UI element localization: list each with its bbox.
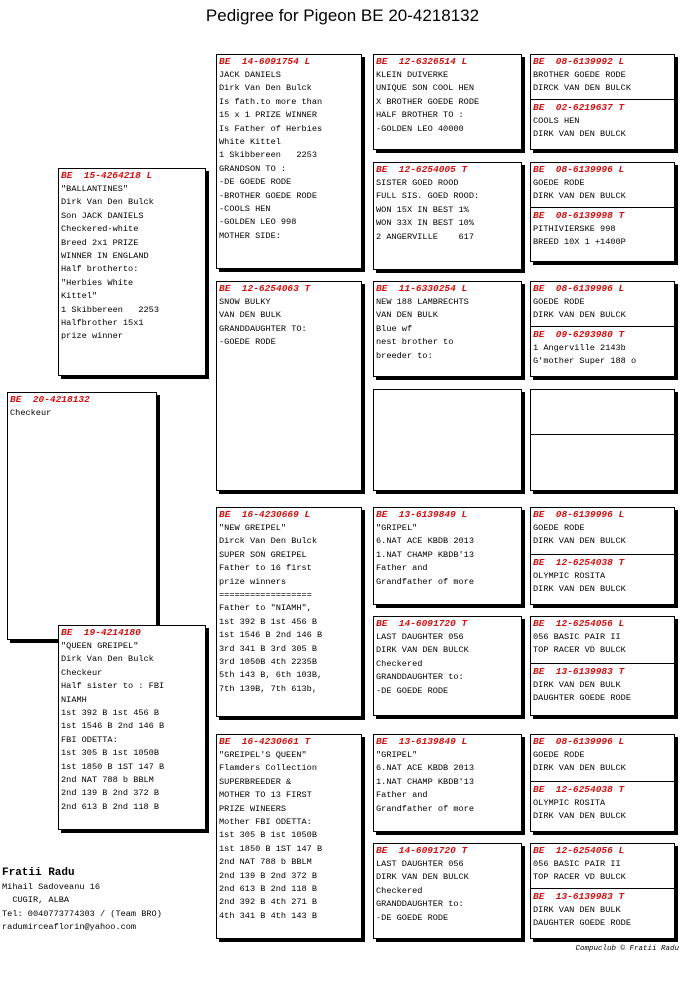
divider: [531, 888, 674, 889]
pigeon-sire-sire[interactable]: [216, 54, 362, 269]
pigeon-notes: GOEDE RODE DIRK VAN DEN BULCK: [533, 178, 626, 202]
pigeon-notes: JACK DANIELS Dirk Van Den Bulck Is fath.to more than 15 x 1 PRIZE WINNER Is Father of Herbies White Kittel 1 Skibbereen 2253 GRANDSON TO : -DE GOEDE RODE -BROTHER GOEDE RODE -COOLS HEN -GOLDEN LEO 998 MOTHER SIDE:: [219, 70, 323, 241]
pigeon-ddd[interactable]: [373, 843, 522, 939]
ring-number: BE 08-6139996 L: [533, 736, 625, 747]
ring-number: BE 08-6139998 T: [533, 210, 625, 221]
pigeon-notes: GOEDE RODE DIRK VAN DEN BULCK: [533, 523, 626, 547]
pigeon-notes: KLEIN DUIVERKE UNIQUE SON COOL HEN X BROTHER GOEDE RODE HALF BROTHER TO : -GOLDEN LEO 40000: [376, 70, 480, 134]
pigeon-notes: "QUEEN GREIPEL" Dirk Van Den Bulck Checkeur Half sister to : FBI NIAMH 1st 392 B 1st 456 B 1st 1546 B 2nd 146 B FBI ODETTA: 1st 305 B 1st 1050B 1st 1850 B 1ST 147 B 2nd NAT 788 b BBLM 2nd 139 B 2nd 372 B 2nd 613 B 2nd 118 B: [61, 641, 165, 812]
pigeon-notes: 056 BASIC PAIR II TOP RACER VD BULCK: [533, 859, 626, 883]
pigeon-notes: SISTER GOED ROOD FULL SIS. GOED ROOD: WON 15X IN BEST 1% WON 33X IN BEST 10% 2 ANGERVILLE 617: [376, 178, 480, 242]
ring-number: BE 12-6254038 T: [533, 557, 625, 568]
pigeon-sire-dam[interactable]: [216, 281, 362, 491]
ring-number: BE 14-6091720 T: [376, 618, 468, 629]
pigeon-notes: "GRIPEL" 6.NAT ACE KBDB 2013 1.NAT CHAMP KBDB'13 Father and Grandfather of more: [376, 523, 474, 587]
ring-number: BE 08-6139996 L: [533, 164, 625, 175]
pigeon-sds[interactable]: [373, 281, 522, 377]
ring-number: BE 13-6139849 L: [376, 509, 468, 520]
pigeon-notes: PITHIVIERSKE 998 BREED 10X 1 +1400P: [533, 224, 626, 248]
ring-number: BE 15-4264218 L: [61, 170, 153, 181]
pigeon-notes: BROTHER GOEDE RODE DIRCK VAN DEN BULCK: [533, 70, 631, 94]
divider: [531, 663, 674, 664]
divider: [531, 99, 674, 100]
pigeon-notes: 056 BASIC PAIR II TOP RACER VD BULCK: [533, 632, 626, 656]
ring-number: BE 08-6139996 L: [533, 283, 625, 294]
footer-credit: Compuclub © Fratii Radu: [575, 945, 679, 953]
breeder-name: Fratii Radu: [2, 867, 75, 879]
ring-number: BE 14-6091720 T: [376, 845, 468, 856]
pigeon-notes: "GRIPEL" 6.NAT ACE KBDB 2013 1.NAT CHAMP KBDB'13 Father and Grandfather of more: [376, 750, 474, 814]
pigeon-pair-b[interactable]: [530, 162, 675, 262]
divider: [531, 781, 674, 782]
divider: [531, 554, 674, 555]
pigeon-notes: Checkeur: [10, 408, 52, 418]
pigeon-dam-dam[interactable]: [216, 734, 362, 939]
pigeon-pair-h[interactable]: [530, 843, 675, 939]
pigeon-notes: GOEDE RODE DIRK VAN DEN BULCK: [533, 297, 626, 321]
breeder-contact: Mihail Sadoveanu 16 CUGIR, ALBA Tel: 0040773774303 / (Team BRO) radumirceaflorin@yahoo.com: [2, 882, 162, 933]
ring-number: BE 13-6139983 T: [533, 891, 625, 902]
pigeon-pair-a[interactable]: [530, 54, 675, 150]
pigeon-notes: DIRK VAN DEN BULK DAUGHTER GOEDE RODE: [533, 680, 631, 704]
ring-number: BE 12-6254005 T: [376, 164, 468, 175]
pigeon-notes: LAST DAUGHTER 056 DIRK VAN DEN BULCK Checkered GRANDDAUGHTER to: -DE GOEDE RODE: [376, 632, 469, 696]
pigeon-notes: NEW 188 LAMBRECHTS VAN DEN BULK Blue wf nest brother to breeder to:: [376, 297, 469, 361]
ring-number: BE 12-6326514 L: [376, 56, 468, 67]
pigeon-notes: SNOW BULKY VAN DEN BULK GRANDDAUGHTER TO: -GOEDE RODE: [219, 297, 307, 348]
ring-number: BE 12-6254056 L: [533, 845, 625, 856]
pigeon-sire[interactable]: [58, 168, 206, 376]
pigeon-dds[interactable]: [373, 734, 522, 832]
pigeon-dam-sire[interactable]: [216, 507, 362, 717]
pigeon-pair-e[interactable]: [530, 507, 675, 605]
ring-number: BE 12-6254063 T: [219, 283, 311, 294]
pigeon-notes: 1 Angerville 2143b G'mother Super 188 o: [533, 343, 637, 367]
pigeon-notes: DIRK VAN DEN BULK DAUGHTER GOEDE RODE: [533, 905, 631, 929]
pigeon-notes: OLYMPIC ROSITA DIRK VAN DEN BULCK: [533, 571, 626, 595]
pigeon-subject[interactable]: [7, 392, 157, 640]
ring-number: BE 11-6330254 L: [376, 283, 468, 294]
pigeon-notes: LAST DAUGHTER 056 DIRK VAN DEN BULCK Checkered GRANDDAUGHTER to: -DE GOEDE RODE: [376, 859, 469, 923]
pigeon-pair-g[interactable]: [530, 734, 675, 832]
ring-number: BE 02-6219637 T: [533, 102, 625, 113]
pigeon-notes: "NEW GREIPEL" Dirck Van Den Bulck SUPER SON GREIPEL Father to 16 first prize winners ================== Father to "NIAMH", 1st 392 B 1st 456 B 1st 1546 B 2nd 146 B 3rd 341 B 3rd 305 B 3rd 1050B 4th 2235B 5th 143 B, 6th 103B, 7th 139B, 7th 613b,: [219, 523, 323, 694]
pigeon-ssd[interactable]: [373, 162, 522, 270]
ring-number: BE 14-6091754 L: [219, 56, 311, 67]
divider: [531, 207, 674, 208]
pigeon-notes: COOLS HEN DIRK VAN DEN BULCK: [533, 116, 626, 140]
ring-number: BE 13-6139983 T: [533, 666, 625, 677]
ring-number: BE 19-4214180: [61, 627, 141, 638]
ring-number: BE 16-4230661 T: [219, 736, 311, 747]
pigeon-notes: GOEDE RODE DIRK VAN DEN BULCK: [533, 750, 626, 774]
pigeon-dsd[interactable]: [373, 616, 522, 716]
ring-number: BE 12-6254038 T: [533, 784, 625, 795]
page-title: Pedigree for Pigeon BE 20-4218132: [205, 6, 480, 25]
pigeon-dss[interactable]: [373, 507, 522, 605]
divider: [531, 434, 674, 435]
ring-number: BE 20-4218132: [10, 394, 90, 405]
pigeon-notes: "GREIPEL'S QUEEN" Flamders Collection SUPERBREEDER & MOTHER TO 13 FIRST PRIZE WINEERS Mother FBI ODETTA: 1st 305 B 1st 1050B 1st 1850 B 1ST 147 B 2nd NAT 788 b BBLM 2nd 139 B 2nd 372 B 2nd 613 B 2nd 118 B 2nd 392 B 4th 271 B 4th 341 B 4th 143 B: [219, 750, 323, 921]
pigeon-notes: "BALLANTINES" Dirk Van Den Bulck Son JACK DANIELS Checkered-white Breed 2x1 PRIZE WINNER IN ENGLAND Half brotherto: "Herbies White Kittel" 1 Skibbereen 2253 Halfbrother 15x1 prize winner: [61, 184, 159, 342]
divider: [531, 326, 674, 327]
pigeon-pair-d[interactable]: [530, 389, 675, 491]
pigeon-pair-f[interactable]: [530, 616, 675, 716]
ring-number: BE 09-6293980 T: [533, 329, 625, 340]
pigeon-sdd[interactable]: [373, 389, 522, 491]
pigeon-dam[interactable]: [58, 625, 206, 830]
ring-number: BE 08-6139992 L: [533, 56, 625, 67]
ring-number: BE 08-6139996 L: [533, 509, 625, 520]
pigeon-pair-c[interactable]: [530, 281, 675, 377]
ring-number: BE 16-4230669 L: [219, 509, 311, 520]
breeder-info: [2, 865, 162, 935]
pigeon-notes: OLYMPIC ROSITA DIRK VAN DEN BULCK: [533, 798, 626, 822]
ring-number: BE 13-6139849 L: [376, 736, 468, 747]
ring-number: BE 12-6254056 L: [533, 618, 625, 629]
pigeon-sss[interactable]: [373, 54, 522, 150]
